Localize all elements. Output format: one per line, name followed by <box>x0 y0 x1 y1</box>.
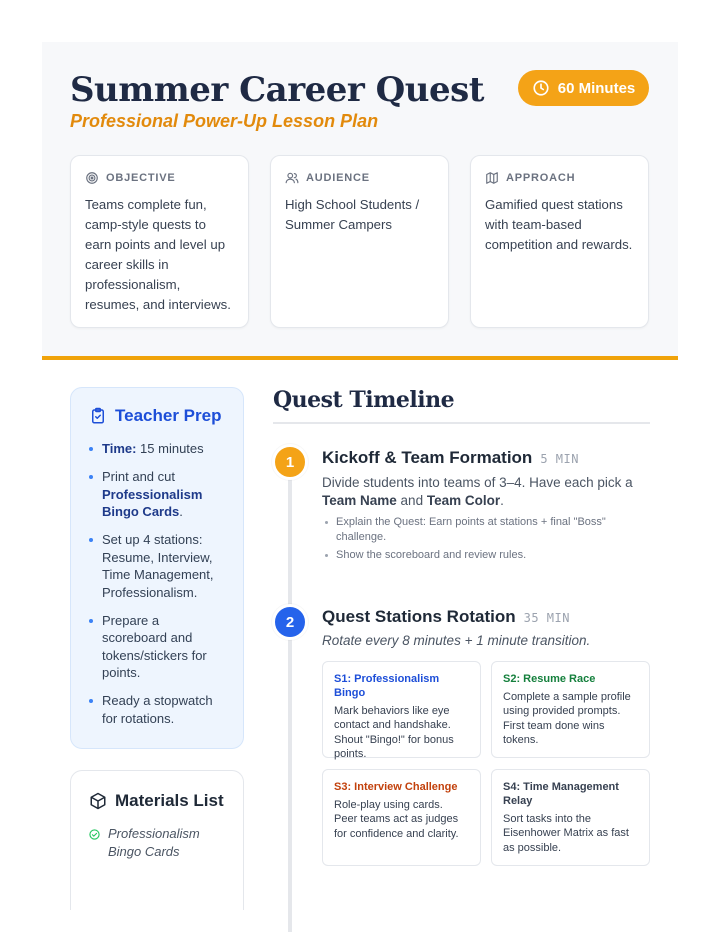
target-icon <box>85 171 99 185</box>
station-text: Role-play using cards. Peer teams act as judges for confidence and clarity. <box>334 799 459 840</box>
clock-icon <box>532 79 550 97</box>
materials-panel <box>70 770 244 910</box>
station-card <box>322 769 481 866</box>
station-card <box>322 661 481 758</box>
objective-card <box>70 155 249 328</box>
station-text: Mark behaviors like eye contact and handshake. Shout "Bingo!" for bonus points. <box>334 705 454 760</box>
list-item <box>89 825 227 861</box>
approach-card <box>470 155 649 328</box>
station-text: Complete a sample profile using provided prompts. First team done wins tokens. <box>503 691 631 746</box>
materials-title: Materials List <box>115 791 224 810</box>
teacher-prep-list <box>89 440 227 727</box>
station-title: S1: Professionalism Bingo <box>334 673 440 699</box>
objective-text: Teams complete fun, camp-style quests to earn points and level up career skills in professionalism, resumes, and interviews. <box>85 197 231 312</box>
page-title: Summer Career Quest <box>70 70 484 110</box>
list-item: Show the scoreboard and review rules. <box>322 548 632 563</box>
timeline-line <box>288 477 292 932</box>
list-item: Ready a stopwatch for rotations. <box>89 692 227 727</box>
box-icon <box>89 792 107 810</box>
list-item: Time: 15 minutes <box>89 440 227 458</box>
station-card <box>491 769 650 866</box>
audience-text: High School Students / Summer Campers <box>285 197 420 232</box>
station-card <box>491 661 650 758</box>
clipboard-check-icon <box>89 407 107 425</box>
duration-badge-label: 60 Minutes <box>557 79 636 97</box>
station-title: S3: Interview Challenge <box>334 781 458 793</box>
material-item-label: Professionalism Bingo Cards <box>108 826 200 859</box>
approach-text: Gamified quest stations with team-based competition and rewards. <box>485 197 633 252</box>
header-section <box>42 42 678 360</box>
step-number-badge: 2 <box>272 604 308 640</box>
audience-card <box>270 155 449 328</box>
objective-label: OBJECTIVE <box>106 172 176 184</box>
approach-label: APPROACH <box>506 172 576 184</box>
step-description: Divide students into teams of 3–4. Have each pick a Team Name and Team Color. <box>322 475 633 508</box>
station-text: Sort tasks into the Eisenhower Matrix as fast as possible. <box>503 813 629 854</box>
station-title: S4: Time Management Relay <box>503 781 619 807</box>
timeline-title: Quest Timeline <box>273 387 455 413</box>
duration-badge <box>518 70 649 106</box>
divider <box>273 422 650 424</box>
step-bullet-list <box>322 515 632 567</box>
step-heading <box>322 448 579 468</box>
step-duration: 35 MIN <box>523 611 570 625</box>
list-item: Prepare a scoreboard and tokens/stickers for points. <box>89 612 227 682</box>
check-circle-icon <box>89 829 100 840</box>
lesson-plan-page <box>42 42 678 932</box>
list-item: Set up 4 stations: Resume, Interview, Time Management, Professionalism. <box>89 531 227 601</box>
step-name: Quest Stations Rotation <box>322 607 516 626</box>
step-number-badge: 1 <box>272 444 308 480</box>
step-subtitle: Rotate every 8 minutes + 1 minute transition. <box>322 633 591 648</box>
list-item: Explain the Quest: Earn points at stations + final "Boss" challenge. <box>322 515 632 544</box>
audience-label: AUDIENCE <box>306 172 370 184</box>
users-icon <box>285 171 299 185</box>
teacher-prep-title: Teacher Prep <box>115 406 222 425</box>
station-title: S2: Resume Race <box>503 673 596 685</box>
step-duration: 5 MIN <box>540 452 579 466</box>
page-subtitle: Professional Power-Up Lesson Plan <box>70 111 379 131</box>
step-name: Kickoff & Team Formation <box>322 448 533 467</box>
list-item: Print and cut Professionalism Bingo Cards. <box>89 468 227 521</box>
step-heading <box>322 607 570 627</box>
map-icon <box>485 171 499 185</box>
teacher-prep-panel <box>70 387 244 749</box>
